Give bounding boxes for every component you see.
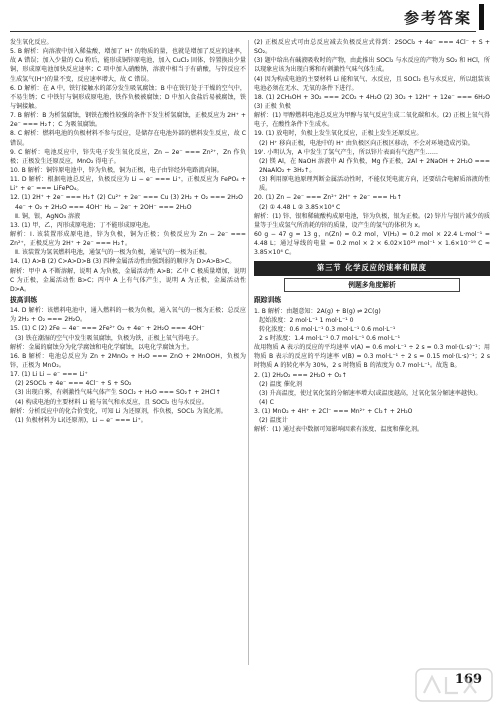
answer-line: 11. D 解析：根据电池总反应，负极反应为 Li − e⁻ === Li⁺，正极反应为 FePO₄ + Li⁺ + e⁻ === LiFePO₄。	[10, 176, 246, 193]
answer-line: Ⅱ. 铜，银，AgNO₃ 溶液	[15, 212, 81, 220]
answer-line: 60 g − 47 g = 13 g，n(Zn) = 0.2 mol，V(H₂) = 0.2 mol × 22.4 L·mol⁻¹ = 4.48 L；通过导线的电量 = 0.2 mol × 2 × 6.02×10²³ mol⁻¹ × 1.6×10⁻¹⁹ C ≈ 3.85×10⁴ C。	[254, 230, 490, 257]
header-rule	[10, 31, 476, 32]
header-marker-bar	[479, 4, 484, 30]
answer-line: 17. (1) Li Li − e⁻ === Li⁺	[10, 371, 88, 379]
answer-line: 转化浓度：0.6 mol·L⁻¹ 0.3 mol·L⁻¹ 0.6 mol·L⁻¹	[259, 325, 396, 333]
answer-line: 1. B 解析：由题意知：2A(g) + B(g) ⇌ 2C(g)	[254, 307, 381, 315]
answer-line: 解析：金属的腐蚀分为化学腐蚀和电化学腐蚀，以电化学腐蚀为主。	[10, 343, 193, 351]
answer-line: 解析：(1) 锌、银和稀硫酸构成原电池，锌为负极，银为正极。(2) 锌片与银片减少的质量等于生成氢气所消耗的锌的质量，设产生的氢气的体积为 x。	[254, 212, 490, 229]
answer-line: 解析：Ⅰ. 该装置形成原电池，锌为负极，铜为正极；负极反应为 Zn − 2e⁻ === Zn²⁺，正极反应为 2H⁺ + 2e⁻ === H₂↑。	[10, 230, 246, 248]
answer-line: 7. B 解析：B 为析氢腐蚀，钢铁在酸性较强的条件下发生析氢腐蚀，正极反应为 2H⁺ + 2e⁻ === H₂↑；C 为吸氧腐蚀。	[10, 112, 246, 129]
page-header	[0, 0, 500, 36]
answer-line: 13. (1) 甲，乙，丙形成原电池；丁不能形成原电池。	[10, 221, 155, 229]
answer-line: (2) 温度计	[259, 417, 288, 425]
example-analysis-box: 例题多角度解析	[284, 278, 460, 292]
header-title: 参考答案	[403, 9, 472, 27]
left-answers-block-2	[10, 306, 246, 425]
section-heading-advanced: 拔高训练	[10, 295, 38, 304]
answer-line: (3) 升高温度，使过氧化氢的分解速率增大(或温度越高，过氧化氢分解速率越快)。	[259, 389, 482, 397]
answer-line: 解析：甲中 A 不断溶解，说明 A 为负极，金属活动性 A>B；乙中 C 极质量增加，说明 C 为正极，金属活动性 B>C；丙中 A 上有气体产生，说明 A 为正极，金属活动性 D>A。	[10, 267, 246, 293]
answer-line: 5. B 解析：向溶液中加入稀盐酸，增加了 H⁺ 的物质的量，也就是增加了反应的速率，故 A 错误；加入少量的 Cu 粉后，能形成铜锌原电池，加入 CuCl₂ 固体，锌置换出少量铜，形成原电池加快反应速率；C 项中加入硝酸钠，溶液中相当于有硝酸，与锌反应不生成氢气(H⁺)的量不变，反应速率增大，故 C 错误。	[10, 48, 246, 83]
answer-line: 19. (1) 放电时，负极上发生氧化反应，正极上发生还原反应。	[254, 130, 423, 138]
answer-line: (4) 因为构成电池的主要材料 Li 能和氧气、水反应，且 SOCl₂ 也与水反应，所以组装该电池必须在无水、无氧的条件下进行。	[254, 75, 490, 92]
answer-line: (3) 利用原电池原理判断金属活动性时，不能仅凭电流方向，还要结合电解质溶液的性质。	[259, 176, 490, 193]
answer-line: (2) 温度 催化剂	[259, 380, 302, 388]
answer-line: (2) ① 4.48 L ② 3.85×10⁴ C	[259, 203, 341, 211]
answer-line: 20. (1) Zn − 2e⁻ === Zn²⁺ 2H⁺ + 2e⁻ === H₂↑	[254, 194, 402, 202]
answer-line: 12. (1) 2H⁺ + 2e⁻ === H₂↑ (2) Cu²⁺ + 2e⁻ === Cu (3) 2H₂ + O₂ === 2H₂O	[10, 194, 243, 202]
answer-line: 故用物质 A 表示的反应的平均速率 v(A) = 0.6 mol·L⁻¹ ÷ 2 s = 0.3 mol·(L·s)⁻¹；用物质 B 表示的反应的平均速率 v(B) = 0.3 mol·L⁻¹ ÷ 2 s = 0.15 mol·(L·s)⁻¹；2 s 时物质 A 的转化率为 30%，2 s 时物质 B 的浓度为 0.7 mol·L⁻¹。故选 B。	[254, 344, 490, 370]
answer-line: 15. (1) C (2) 2Fe − 4e⁻ === 2Fe²⁺ O₂ + 4e⁻ + 2H₂O === 4OH⁻	[10, 325, 205, 333]
answer-line: 19'. 小明认为，A 中发生了氢气产生，所以锌片表面有气泡产生……	[254, 148, 438, 156]
answer-line: (4) C	[259, 398, 274, 406]
answer-line: (2) 2SOCl₂ + 4e⁻ === 4Cl⁻ + S + SO₂	[15, 380, 132, 388]
answer-line: 6. D 解析：在 A 中，铁钉接触水的部分发生吸氧腐蚀；B 中在铁钉处于干燥的空气中，不易生锈；C 中铁钉与铜形成原电池，铁作负极被腐蚀；D 中加入食盐后易被腐蚀，铁与铜接触。	[10, 84, 246, 110]
answer-line: (4) 构成电池的主要材料 Li 能与氧气和水反应，且 SOCl₂ 也与水反应。	[15, 398, 208, 406]
left-column	[10, 38, 246, 668]
answer-line: (3) 铁在潮湿的空气中发生吸氧腐蚀，负极为铁，正极上氧气得电子。	[15, 334, 203, 342]
answer-line: (1) 负极材料为 Li(还原剂)，Li − e⁻ === Li⁺。	[15, 416, 147, 424]
answer-line: 14. D 解析：该燃料电池中，通入燃料的一极为负极，通入氧气的一极为正极；总反应为 2H₂ + O₂ === 2H₂O。	[10, 307, 246, 324]
answer-line: 16. B 解析：电池总反应为 Zn + 2MnO₂ + H₂O === ZnO + 2MnOOH，负极为锌，正极为 MnO₂。	[10, 352, 246, 369]
answer-line: 起始浓度：2 mol·L⁻¹ 1 mol·L⁻¹ 0	[259, 316, 354, 324]
answer-line: 解析：(1) 通过表中数据可知影响因素有浓度、温度和催化剂。	[254, 426, 424, 434]
answer-line: 8. C 解析：燃料电池的负极材料不参与反应，是储存在电池外部的燃料发生反应，故 C 错误。	[10, 130, 246, 147]
answer-line: (2) 镁 Al，在 NaOH 溶液中 Al 作负极，Mg 作正极，2Al + 2NaOH + 2H₂O === 2NaAlO₂ + 3H₂↑。	[259, 157, 490, 174]
right-answers-block-1	[254, 38, 490, 257]
answer-line: 解析：(1) 甲醇燃料电池总反应为甲醇与氧气反应生成二氧化碳和水。(2) 正极上氧气得电子，在酸性条件下生成水。	[254, 112, 490, 129]
answer-line: 2. (1) 2H₂O₂ === 2H₂O + O₂↑	[254, 371, 347, 379]
section-title-bar: 第三节 化学反应的速率和限度	[254, 261, 490, 276]
right-column	[254, 38, 490, 668]
answer-line: 2 s 时浓度：1.4 mol·L⁻¹ 0.7 mol·L⁻¹ 0.6 mol·L⁻¹	[259, 334, 401, 342]
answer-line: (3) 出现白雾，有刺激性气味气体产生 SOCl₂ + H₂O === SO₂↑ + 2HCl↑	[15, 389, 221, 397]
answer-line: (3) 题中给出有碱液吸收时的产物，由此推出 SOCl₂ 与水反应的产物为 SO₂ 和 HCl，所以现象应该为出现白雾和有刺激性气味气体生成。	[254, 57, 490, 74]
answer-line: 3. (1) MnO₂ + 4H⁺ + 2Cl⁻ === Mn²⁺ + Cl₂↑ + 2H₂O	[254, 408, 413, 416]
answer-line: 10. B 解析：铜锌原电池中，锌为负极，铜为正极，电子由锌经外电路流向铜。	[10, 166, 223, 174]
answer-line: 解析：分析反应中的化合价变化，可知 Li 为还原剂，作负极，SOCl₂ 为氧化剂。	[10, 407, 227, 415]
answer-line: 发生氧化反应。	[10, 39, 53, 46]
answer-line: (2) H⁺ 移向正极，电池中的 H⁺ 由负极区向正极区移动，不会对环境造成污染。	[259, 139, 474, 147]
answer-line: 4e⁻ + O₂ + 2H₂O === 4OH⁻ H₂ − 2e⁻ + 2OH⁻ === 2H₂O	[15, 203, 192, 211]
page-number: 169	[454, 672, 482, 687]
watermark-stamp	[414, 665, 494, 705]
right-answers-block-2	[254, 307, 490, 435]
column-divider	[248, 40, 249, 665]
answer-line: 9. C 解析：电池反应中，锌失电子发生氧化反应，Zn − 2e⁻ === Zn²⁺，Zn 作负极；正极发生还原反应，MnO₂ 得电子。	[10, 148, 246, 165]
left-answers-block-1	[10, 38, 246, 294]
section-heading-tracking: 跟踪训练	[254, 296, 282, 305]
answer-line: 18. (1) 2CH₃OH + 3O₂ === 2CO₂ + 4H₂O (2) 3O₂ + 12H⁺ + 12e⁻ === 6H₂O (3) 正极 负极	[254, 93, 490, 110]
answer-line: Ⅱ. 该装置为氢氧燃料电池，通氢气的一极为负极，通氧气的一极为正极。	[15, 249, 211, 257]
answer-line: (2) 正极反应式可由总反应减去负极反应式得到：2SOCl₂ + 4e⁻ === 4Cl⁻ + S + SO₂。	[254, 39, 490, 56]
answer-line: 14. (1) A>B (2) C>A>D>B (3) 四种金属活动性由强到弱的顺序为 D>A>B>C。	[10, 258, 236, 266]
